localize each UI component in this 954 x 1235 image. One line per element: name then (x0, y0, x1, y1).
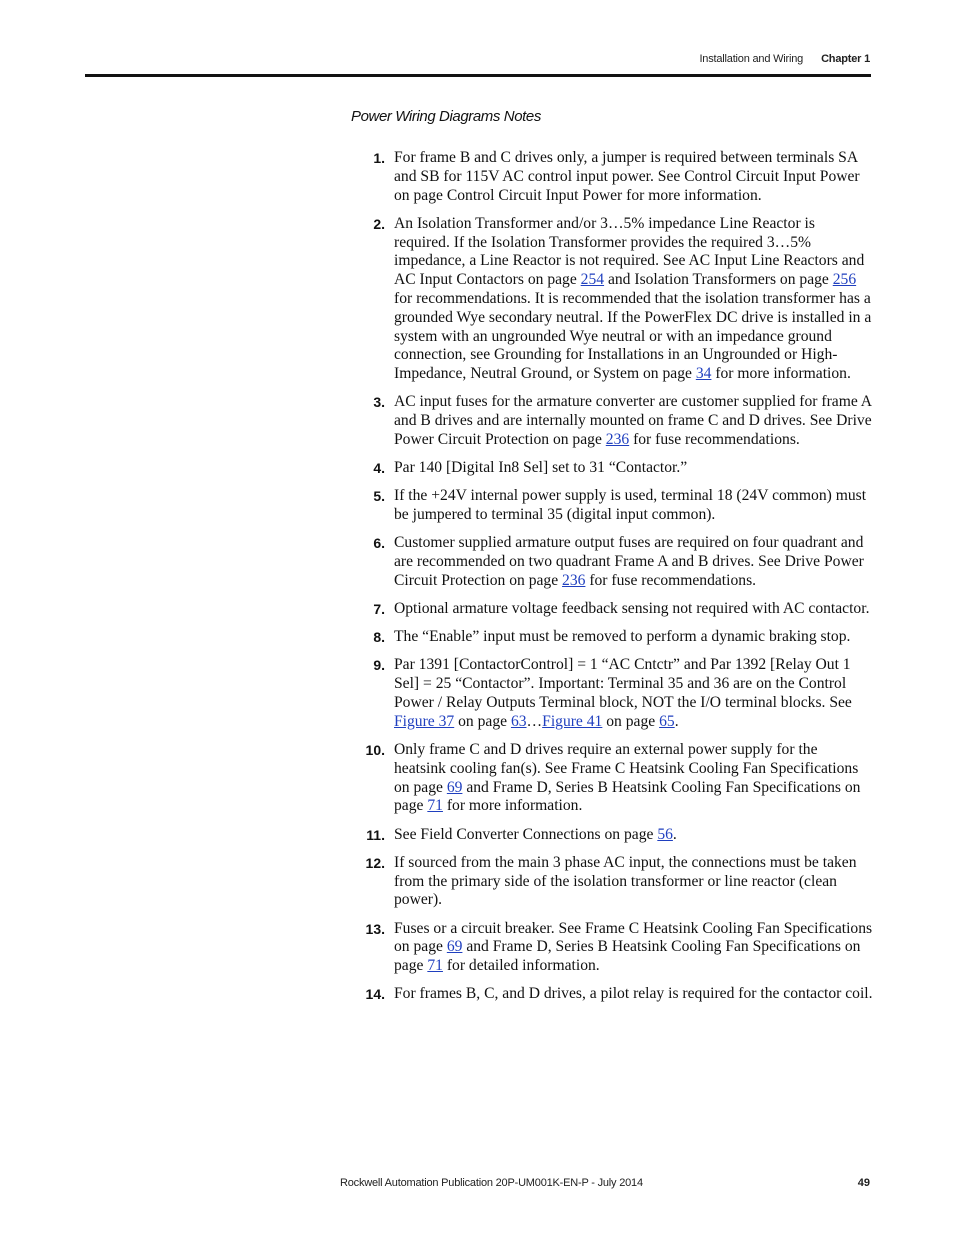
note-text-segment: An Isolation Transformer and/or 3…5% impedance Line Reactor is required. If the Isolation Transformer provides the required 3…5% impedance, a Line Reactor is not required. See AC Input Line Reactors and AC Input Contactors on page (394, 214, 865, 289)
page-link[interactable]: 254 (580, 271, 605, 289)
note-text-segment: Optional armature voltage feedback sensing not required with AC contactor. (394, 600, 870, 618)
page-link[interactable]: 56 (657, 825, 673, 843)
note-text (394, 985, 873, 1002)
note-text-segment: If the +24V internal power supply is used, terminal 18 (24V common) must be jumpered to terminal 35 (digital input common). (394, 487, 867, 524)
note-text-segment: For frames B, C, and D drives, a pilot relay is required for the contactor coil. (394, 985, 873, 1003)
note-item (351, 628, 873, 647)
note-number: 3. (373, 394, 385, 411)
header-chapter: Chapter 1 (821, 53, 870, 65)
note-text-segment: for more information. (442, 797, 583, 815)
note-text (394, 628, 850, 645)
page-link[interactable]: 63 (510, 712, 527, 730)
note-item (351, 534, 873, 590)
page-link[interactable]: 71 (427, 797, 443, 815)
note-item (351, 826, 873, 845)
note-text (394, 600, 869, 617)
footer-publication: Rockwell Automation Publication 20P-UM001K-EN-P - July 2014 (340, 1177, 643, 1189)
note-item (351, 854, 873, 910)
page-link[interactable]: Figure 37 (394, 712, 455, 730)
notes-list (351, 149, 873, 1014)
note-text-segment: The “Enable” input must be removed to perform a dynamic braking stop. (394, 628, 851, 646)
page-link[interactable]: Figure 41 (542, 712, 603, 730)
note-number: 1. (373, 150, 385, 166)
note-text-segment: Only frame C and D drives require an external power supply for the heatsink cooling fan(s). See Frame C Heatsink Cooling Fan Specifications on page (394, 741, 859, 796)
page-link[interactable]: 236 (562, 571, 586, 589)
note-text (394, 826, 677, 843)
note-item (351, 459, 873, 478)
note-text-segment: . (674, 712, 679, 730)
note-text-segment: Par 1391 [ContactorControl] = 1 “AC Cntctr” and Par 1392 [Relay Out 1 Sel] = 25 “Contactor”. Important: Terminal 35 and 36 are on the Control Power / Relay Outputs Terminal block, NOT the I/O terminal blocks. See (394, 656, 852, 712)
note-text (394, 741, 860, 814)
note-text-segment: for fuse recommendations. (585, 571, 757, 589)
page-link[interactable]: 256 (832, 271, 857, 289)
page-link[interactable]: 65 (659, 712, 675, 730)
note-text-segment: and Frame D, Series B Heatsink Cooling Fan Specifications on page (394, 778, 861, 815)
note-text (394, 487, 866, 523)
page-link[interactable]: 69 (446, 938, 463, 956)
section-title: Power Wiring Diagrams Notes (351, 108, 541, 125)
note-text-segment: AC input fuses for the armature converter are customer supplied for frame A and B drives and are internally mounted on frame C and D drives. See Drive Power Circuit Protection on page (394, 393, 872, 448)
note-item (351, 149, 873, 205)
note-number: 11. (366, 826, 385, 843)
note-number: 14. (365, 986, 385, 1003)
page-number: 49 (857, 1177, 870, 1189)
note-number: 7. (373, 601, 385, 618)
note-item (351, 656, 873, 731)
note-text (394, 656, 852, 729)
note-item (351, 985, 873, 1004)
note-number: 12. (365, 854, 385, 871)
note-text-segment: Fuses or a circuit breaker. See Frame C Heatsink Cooling Fan Specifications on page (394, 919, 873, 956)
note-text-segment: and Isolation Transformers on page (604, 271, 833, 289)
note-number: 10. (365, 742, 385, 759)
note-number: 4. (373, 460, 385, 477)
note-number: 2. (373, 215, 385, 232)
note-text-segment: If sourced from the main 3 phase AC input, the connections must be taken from the primary side of the isolation transformer or line reactor (clean power). (394, 853, 857, 909)
note-item (351, 487, 873, 525)
note-text-segment: and Frame D, Series B Heatsink Cooling Fan Specifications on page (394, 938, 861, 975)
note-text-segment: See Field Converter Connections on page (394, 825, 658, 843)
note-number: 9. (373, 657, 385, 674)
running-header (699, 53, 870, 65)
note-text-segment: Par 140 [Digital In8 Sel] set to 31 “Contactor.” (394, 459, 688, 477)
note-item (351, 215, 873, 384)
note-text-segment: Customer supplied armature output fuses are required on four quadrant and are recommended on two quadrant Frame A and B drives. See Drive Power Circuit Protection on page (394, 534, 864, 589)
note-text-segment: … (526, 712, 543, 730)
note-text (394, 149, 860, 204)
note-text-segment: for more information. (711, 365, 851, 383)
note-text-segment: for recommendations. It is recommended that the isolation transformer has a grounded Wye secondary neutral. If the PowerFlex DC drive is installed in a system with an ungrounded Wye neutral or with an impedance ground connection, see Grounding for Installations in an Ungrounded or High-Impedance, Neutral Ground, or System on page (394, 289, 872, 383)
note-text-segment: for fuse recommendations. (629, 430, 800, 448)
note-number: 5. (373, 488, 385, 505)
note-text-segment: For frame B and C drives only, a jumper is required between terminals SA and SB for 115V AC control input power. See Control Circuit Input Power on page Control Circuit Input Power for more information. (394, 149, 860, 204)
note-number: 8. (373, 629, 385, 646)
note-number: 13. (365, 920, 385, 937)
note-item (351, 920, 873, 976)
page-link[interactable]: 236 (605, 430, 630, 448)
note-item (351, 741, 873, 816)
header-section: Installation and Wiring (699, 53, 804, 65)
note-text-segment: for detailed information. (442, 957, 600, 975)
header-divider (85, 74, 871, 77)
note-text-segment: on page (454, 712, 511, 730)
note-text-segment: . (672, 825, 677, 843)
note-number: 6. (373, 535, 385, 552)
note-text (394, 215, 871, 382)
note-text (394, 534, 864, 589)
page-link[interactable]: 69 (446, 778, 463, 796)
note-text (394, 393, 872, 448)
note-text (394, 459, 687, 476)
page-link[interactable]: 34 (695, 365, 712, 383)
note-text (394, 854, 857, 909)
note-text (394, 920, 872, 975)
note-item (351, 393, 873, 449)
note-item (351, 600, 873, 619)
page-link[interactable]: 71 (427, 957, 443, 975)
note-text-segment: on page (602, 712, 660, 730)
